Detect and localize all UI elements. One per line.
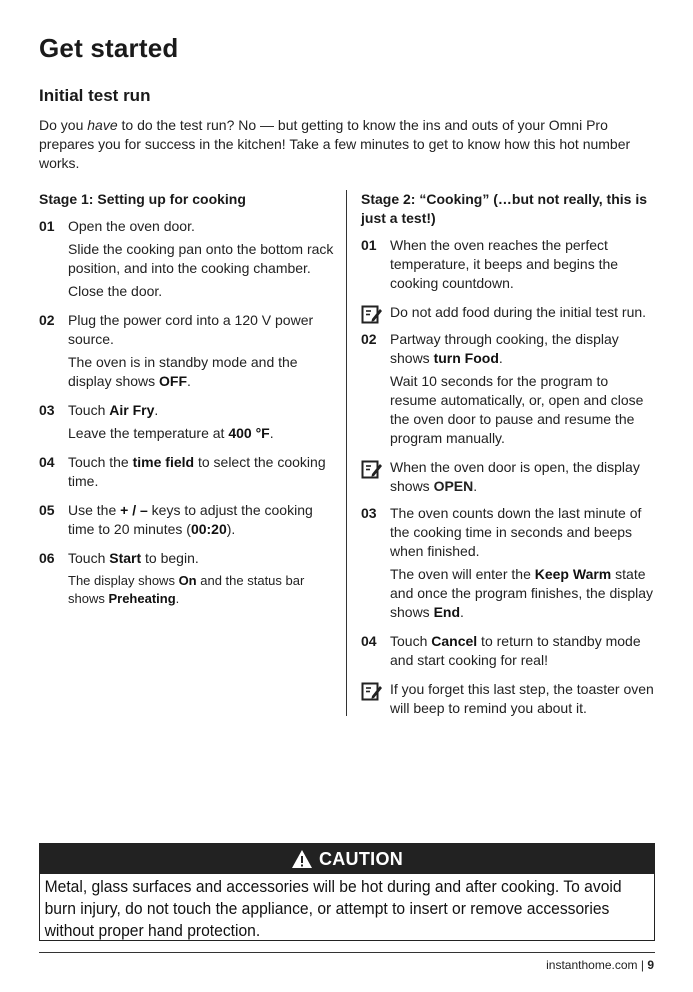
step-text — [68, 353, 339, 391]
stage1-step-06 — [39, 549, 339, 608]
step-text — [68, 424, 339, 443]
intro-text-after: to do the test run? No — but getting to know the ins and outs of your Omni Pro prepares you for success in the kitchen! Take a few minutes to get to know how this hot number works. — [39, 117, 631, 171]
note-pencil-icon — [361, 304, 383, 324]
step-number: 04 — [39, 454, 55, 470]
text-run: . — [498, 350, 503, 366]
stage2-step-01 — [361, 236, 657, 293]
text-run: Touch the — [68, 454, 133, 470]
step-number: 01 — [39, 218, 55, 234]
caution-box — [39, 843, 655, 941]
text-run: Touch — [68, 550, 110, 566]
page-footer — [546, 958, 654, 972]
step-text — [68, 549, 339, 568]
text-run: The display shows — [68, 573, 179, 588]
step-text: The oven counts down the last minute of the cooking time in seconds and beeps when finished. — [390, 505, 642, 559]
footer-separator: | — [637, 958, 648, 972]
step-text — [68, 453, 339, 491]
text-run: Touch — [390, 633, 432, 649]
step-text: Plug the power cord into a 120 V power source. — [68, 312, 314, 347]
text-run: to return to standby mode and start cooking for real! — [390, 633, 641, 668]
text-run: . — [154, 402, 159, 418]
text-run: Use the — [68, 502, 121, 518]
temperature-value: 400 °F — [228, 425, 270, 441]
intro-paragraph — [39, 116, 664, 173]
time-value: 00:20 — [190, 521, 227, 537]
step-number: 06 — [39, 550, 55, 566]
display-value: turn Food — [433, 350, 499, 366]
step-text — [68, 572, 339, 608]
page-title: Get started — [39, 33, 179, 63]
page-number: 9 — [647, 958, 654, 972]
display-value: End — [433, 604, 461, 620]
step-text — [390, 565, 657, 622]
stage1-step-02 — [39, 311, 339, 391]
text-run: . — [175, 591, 180, 606]
step-number: 01 — [361, 237, 377, 253]
note-pencil-icon — [361, 681, 383, 701]
intro-emphasis: have — [87, 117, 118, 133]
display-value: OFF — [159, 373, 188, 389]
step-number: 05 — [39, 502, 55, 518]
stage2-step-04 — [361, 632, 657, 670]
note-text — [390, 458, 657, 496]
button-name: Start — [109, 550, 142, 566]
state-name: Keep Warm — [534, 566, 612, 582]
step-number: 04 — [361, 633, 377, 649]
text-run: state and once the program finishes, the display shows — [390, 566, 654, 620]
text-run: Touch — [68, 402, 110, 418]
warning-icon — [291, 849, 313, 869]
text-run: keys to adjust the cooking time to 20 minutes ( — [68, 502, 313, 537]
text-run: ). — [226, 521, 236, 537]
display-value: OPEN — [433, 478, 474, 494]
text-run: to select the cooking time. — [68, 454, 326, 489]
intro-text-before: Do you — [39, 117, 88, 133]
field-name: time field — [132, 454, 195, 470]
text-run: When the oven door is open, the display shows — [390, 459, 640, 494]
stage2-heading: Stage 2: “Cooking” (…but not really, this is just a test!) — [361, 191, 647, 226]
stage2-column — [361, 190, 657, 726]
text-run: The oven is in standby mode and the display shows — [68, 354, 298, 389]
step-text — [68, 401, 339, 420]
note-1 — [361, 303, 657, 322]
step-number: 03 — [361, 505, 377, 521]
note-text: Do not add food during the initial test run. — [390, 304, 647, 320]
stage2-step-02 — [361, 330, 657, 448]
text-run: . — [473, 478, 478, 494]
footer-site: instanthome.com — [546, 958, 638, 972]
step-text — [390, 330, 657, 368]
step-text — [390, 632, 657, 670]
note-2 — [361, 458, 657, 496]
display-value: On — [178, 573, 197, 588]
key-names: + / – — [120, 502, 148, 518]
step-text: Wait 10 seconds for the program to resume automatically, or, open and close the oven door to pause and resume the program manually. — [390, 373, 644, 446]
caution-header — [40, 844, 654, 874]
text-run: to begin. — [141, 550, 199, 566]
stage1-column — [39, 190, 339, 618]
step-text: Close the door. — [68, 283, 163, 299]
step-number: 03 — [39, 402, 55, 418]
stage1-step-05 — [39, 501, 339, 539]
caution-label: CAUTION — [318, 848, 404, 869]
step-number: 02 — [39, 312, 55, 328]
text-run: . — [187, 373, 191, 389]
footer-rule — [39, 952, 655, 953]
text-run: . — [460, 604, 464, 620]
stage1-step-04 — [39, 453, 339, 491]
note-3 — [361, 680, 657, 718]
text-run: Partway through cooking, the display shows — [390, 331, 619, 366]
stage2-step-03 — [361, 504, 657, 622]
stage1-step-03 — [39, 401, 339, 443]
note-text: If you forget this last step, the toaster oven will beep to remind you about it. — [390, 681, 654, 716]
section-title: Initial test run — [39, 86, 151, 105]
button-name: Cancel — [431, 633, 478, 649]
column-divider — [346, 190, 347, 716]
text-run: . — [269, 425, 274, 441]
stage1-heading: Stage 1: Setting up for cooking — [39, 191, 246, 207]
caution-text: Metal, glass surfaces and accessories will be hot during and after cooking. To avoid burn injury, do not touch the appliance, or attempt to insert or remove accessories without proper hand protection. — [44, 877, 622, 940]
status-value: Preheating — [108, 591, 176, 606]
text-run: Leave the temperature at — [68, 425, 229, 441]
note-pencil-icon — [361, 459, 383, 479]
step-number: 02 — [361, 331, 377, 347]
text-run: The oven will enter the — [390, 566, 535, 582]
step-text — [68, 501, 339, 539]
button-name: Air Fry — [109, 402, 155, 418]
step-text: Slide the cooking pan onto the bottom rack position, and into the cooking chamber. — [68, 241, 334, 276]
text-run: and the status bar shows — [68, 573, 305, 606]
step-text: Open the oven door. — [68, 218, 195, 234]
step-text: When the oven reaches the perfect temperature, it beeps and begins the cooking countdown. — [390, 237, 619, 291]
stage1-step-01 — [39, 217, 339, 301]
